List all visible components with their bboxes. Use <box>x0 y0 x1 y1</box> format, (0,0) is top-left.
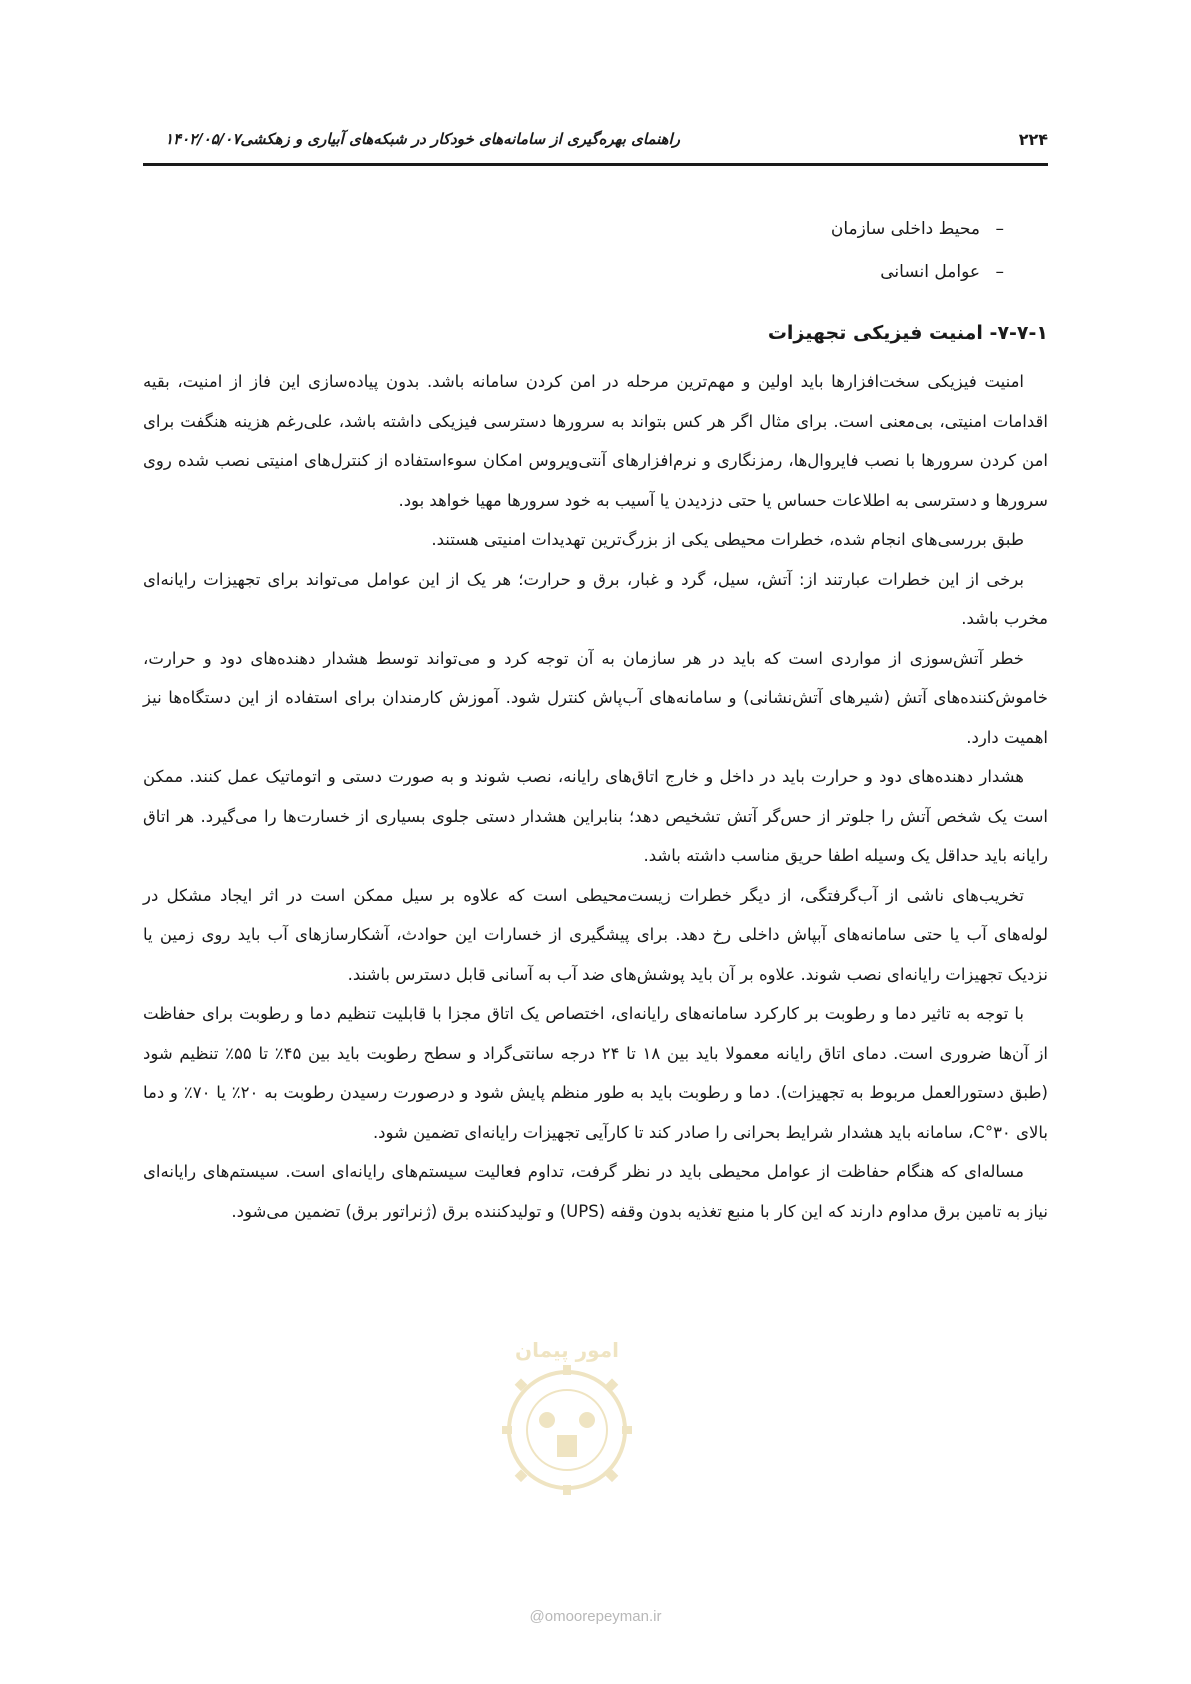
header-title <box>143 130 680 148</box>
watermark-inner-ring <box>527 1390 607 1470</box>
bullet-marker: – <box>995 219 1004 239</box>
header-date: ۱۴۰۲/۰۵/۰۷ <box>165 130 241 148</box>
watermark-gear-teeth <box>502 1365 632 1495</box>
header-rule <box>143 163 1048 166</box>
paragraph: خطر آتش‌سوزی از مواردی است که باید در هر سازمان به آن توجه کرد و می‌تواند توسط هشدار دهنده‌های دود و حرارت، خاموش‌کننده‌های آتش (شیرهای آتش‌نشانی) و سامانه‌های آب‌پاش کنترل شود. آموزش کارمندان برای استفاده از این دستگاه‌ها نیز اهمیت دارد. <box>143 648 1048 747</box>
watermark-logo <box>477 1335 657 1515</box>
page-content <box>143 208 1048 1231</box>
paragraph: هشدار دهنده‌های دود و حرارت باید در داخل و خارج اتاق‌های رایانه، نصب شوند و به صورت دستی و اتوماتیک عمل کنند. ممکن است یک شخص آتش را جلوتر از حس‌گر آتش تشخیص دهد؛ بنابراین هشدار دستی جلوی بسیاری از خسارت‌ها را می‌گیرد. هر اتاق رایانه باید حداقل یک وسیله اطفا حریق مناسب داشته باشد. <box>143 767 1048 865</box>
watermark-logo-text: امور پیمان <box>515 1338 619 1362</box>
bullet-item <box>143 251 1004 294</box>
bullet-marker: – <box>995 262 1004 282</box>
watermark-figures <box>539 1412 595 1457</box>
bullet-item <box>143 208 1004 251</box>
bullet-text: عوامل انسانی <box>880 262 980 282</box>
page-number: ۲۲۴ <box>1018 130 1048 149</box>
paragraph: امنیت فیزیکی سخت‌افزارها باید اولین و مهم‌ترین مرحله در امن کردن سامانه باشد. بدون پیاده‌سازی این فاز از امنیت، بقیه اقدامات امنیتی، بی‌معنی است. برای مثال اگر هر کس بتواند به سرورها دسترسی فیزیکی داشته باشد، علی‌رغم هزینه هنگفت برای امن کردن سرورها با نصب فایروال‌ها، رمزنگاری و نرم‌افزارهای آنتی‌ویروس امکان سوءاستفاده از کنترل‌های امنیتی نصب شده روی سرورها و دسترسی به اطلاعات حساس یا حتی دزدیدن یا آسیب به خود سرورها مهیا خواهد بود. <box>143 372 1048 510</box>
paragraph: با توجه به تاثیر دما و رطوبت بر کارکرد سامانه‌های رایانه‌ای، اختصاص یک اتاق مجزا با قابلیت تنظیم دما و رطوبت برای حفاظت از آن‌ها ضروری است. دمای اتاق رایانه معمولا باید بین ۱۸ تا ۲۴ درجه سانتی‌گراد و سطح رطوبت باید بین ۴۵٪ تا ۵۵٪ تنظیم شود (طبق دستورالعمل مربوط به تجهیزات). دما و رطوبت باید به طور منظم پایش شود و درصورت رسیدن رطوبت به ۲۰٪ یا ۷۰٪ و دما بالای ۳۰°C، سامانه باید هشدار شرایط بحرانی را صادر کند تا کارآیی تجهیزات رایانه‌ای تضمین شود. <box>143 1004 1048 1142</box>
bullet-text: محیط داخلی سازمان <box>830 219 980 239</box>
paragraph: برخی از این خطرات عبارتند از: آتش، سیل، گرد و غبار، برق و حرارت؛ هر یک از این عوامل می‌تواند برای تجهیزات رایانه‌ای مخرب باشد. <box>143 569 1048 628</box>
section-heading: ۷-۷-۱- امنیت فیزیکی تجهیزات <box>767 322 1048 344</box>
header-book-title: راهنمای بهره‌گیری از سامانه‌های خودکار در شبکه‌های آبیاری و زهکشی <box>240 130 680 148</box>
paragraph: مساله‌ای که هنگام حفاظت از عوامل محیطی باید در نظر گرفت، تداوم فعالیت سیستم‌های رایانه‌ای است. سیستم‌های رایانه‌ای نیاز به تامین برق مداوم دارند که این کار با منبع تغذیه بدون وقفه (UPS) و تولیدکننده برق (ژنراتور برق) تضمین می‌شود. <box>143 1162 1048 1221</box>
watermark-url: @omoorepeyman.ir <box>529 1608 662 1625</box>
bullet-list <box>143 208 1048 294</box>
running-header <box>143 128 1048 158</box>
paragraph: تخریب‌های ناشی از آب‌گرفتگی، از دیگر خطرات زیست‌محیطی است که علاوه بر سیل ممکن است در اثر ایجاد مشکل در لوله‌های آب یا حتی سامانه‌های آبپاش داخلی رخ دهد. برای پیشگیری از خسارات این حوادث، آشکارسازهای آب باید روی زمین یا نزدیک تجهیزات رایانه‌ای نصب شوند. علاوه بر آن باید پوشش‌های ضد آب به آسانی قابل دسترس باشند. <box>143 885 1048 984</box>
paragraph: طبق بررسی‌های انجام شده، خطرات محیطی یکی از بزرگ‌ترین تهدیدات امنیتی هستند. <box>431 530 1024 549</box>
